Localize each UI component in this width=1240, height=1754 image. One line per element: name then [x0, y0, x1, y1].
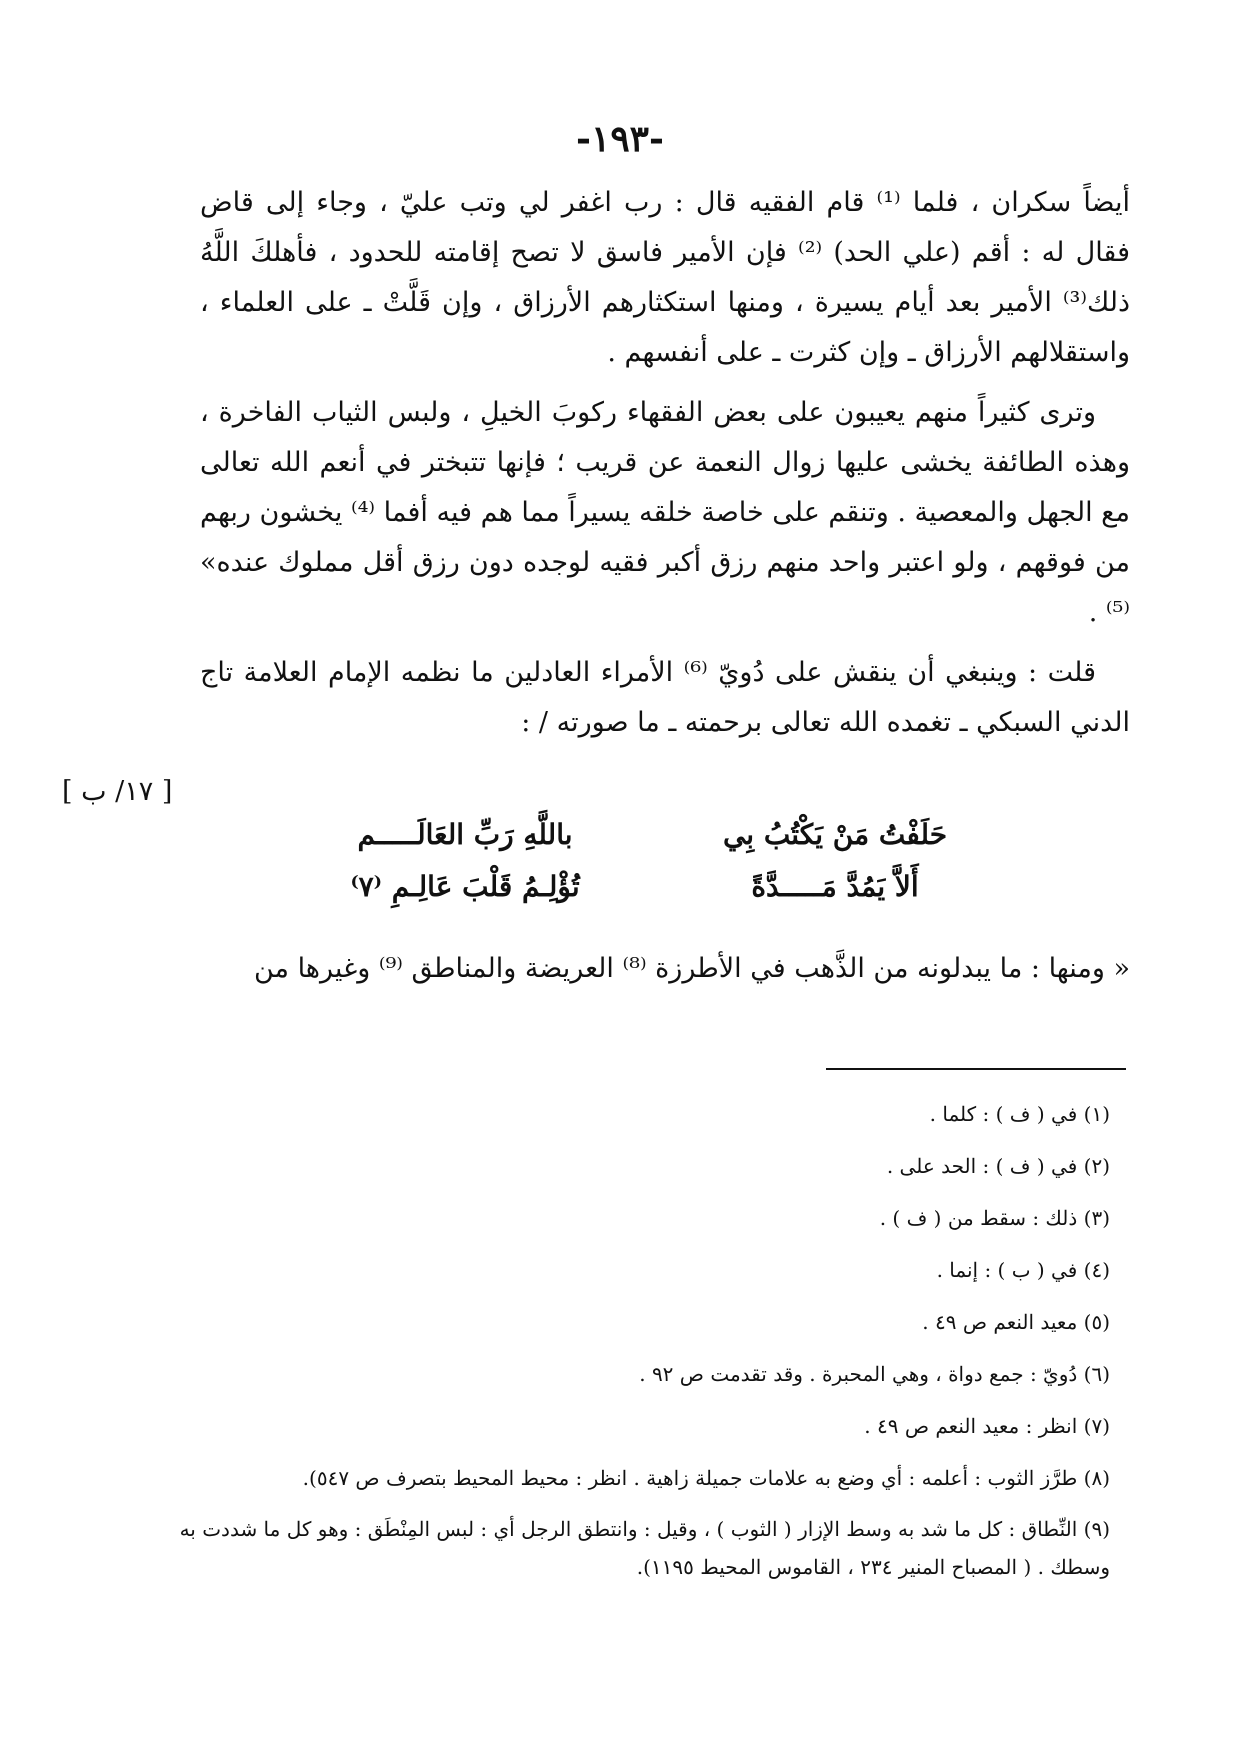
continuation-line: « ومنها : ما يبدلونه من الذَّهب في الأطرزة ⁽⁸⁾ العريضة والمناطق ⁽⁹⁾ وغيرها من	[253, 953, 1130, 984]
paragraph-3: قلت : وينبغي أن ينقش على دُويّ ⁽⁶⁾ الأمراء العادلين ما نظمه الإمام العلامة تاج الدني السبكي ـ تغمده الله تعالى برحمته ـ ما صورته / :	[200, 657, 1130, 738]
footnote-separator	[826, 1068, 1126, 1070]
footnote-1: (١) في ( ف ) : كلما .	[929, 1102, 1110, 1126]
footnote-7: (٧) انظر : معيد النعم ص ٤٩ .	[864, 1414, 1110, 1438]
footnote-6: (٦) دُويّ : جمع دواة ، وهي المحبرة . وقد تقدمت ص ٩٢ .	[639, 1362, 1110, 1386]
footnote-9: (٩) النِّطاق : كل ما شد به وسط الإزار ( الثوب ) ، وقيل : وانتطق الرجل أي : لبس المِنْطَق : وهو كل ما شددت به وسطك . ( المصباح المنير ٢٣٤ ، القاموس المحيط ١١٩٥).	[179, 1517, 1110, 1579]
poem-verse-2-first-hemistich: أَلاَّ يَمُدَّ مَـــــدَّةً	[751, 870, 919, 903]
poem-verse-1-first-hemistich: حَلَفْتُ مَنْ يَكْتُبُ بِي	[722, 818, 948, 851]
page-number: -١٩٣-	[576, 118, 664, 160]
poem	[300, 818, 1000, 922]
footnote-5: (٥) معيد النعم ص ٤٩ .	[922, 1310, 1110, 1334]
poem-verse-2	[300, 870, 1000, 922]
footnote-4: (٤) في ( ب ) : إنما .	[936, 1258, 1110, 1282]
footnote-2: (٢) في ( ف ) : الحد على .	[886, 1154, 1110, 1178]
footnote-3: (٣) ذلك : سقط من ( ف ) .	[879, 1206, 1110, 1230]
main-text	[200, 178, 1130, 758]
paragraph-1: أيضاً سكران ، فلما ⁽¹⁾ قام الفقيه قال : رب اغفر لي وتب عليّ ، وجاء إلى قاض فقال له : أقم (علي الحد) ⁽²⁾ فإن الأمير فاسق لا تصح إقامته للحدود ، فأهلكَ اللَّهُ ذلك⁽³⁾ الأمير بعد أيام يسيرة ، ومنها استكثارهم الأرزاق ، وإن قَلَّتْ ـ على العلماء ، واستقلالهم الأرزاق ـ وإن كثرت ـ على أنفسهم .	[200, 187, 1130, 368]
poem-verse-2-second-hemistich: تُؤْلِـمُ قَلْبَ عَالِـمِ ⁽٧⁾	[350, 870, 580, 903]
poem-verse-1-second-hemistich: باللَّهِ رَبِّ العَالَـــــم	[357, 818, 573, 851]
poem-verse-1	[300, 818, 1000, 870]
margin-folio-reference: [ ١٧/ ب ]	[62, 776, 173, 807]
footnotes	[170, 1088, 1110, 1586]
paragraph-2: وترى كثيراً منهم يعيبون على بعض الفقهاء ركوبَ الخيلِ ، ولبس الثياب الفاخرة ، وهذه الطائفة يخشى عليها زوال النعمة عن قريب ؛ فإنها تتبختر في أنعم الله تعالى مع الجهل والمعصية . وتنقم على خاصة خلقه يسيراً مما هم فيه أفما ⁽⁴⁾ يخشون ربهم من فوقهم ، ولو اعتبر واحد منهم رزق أكبر فقيه لوجده دون رزق أقل مملوك عنده» ⁽⁵⁾ .	[200, 397, 1131, 628]
footnote-8: (٨) طرَّز الثوب : أعلمه : أي وضع به علامات جميلة زاهية . انظر : محيط المحيط بتصرف ص ٥٤٧).	[302, 1466, 1110, 1490]
